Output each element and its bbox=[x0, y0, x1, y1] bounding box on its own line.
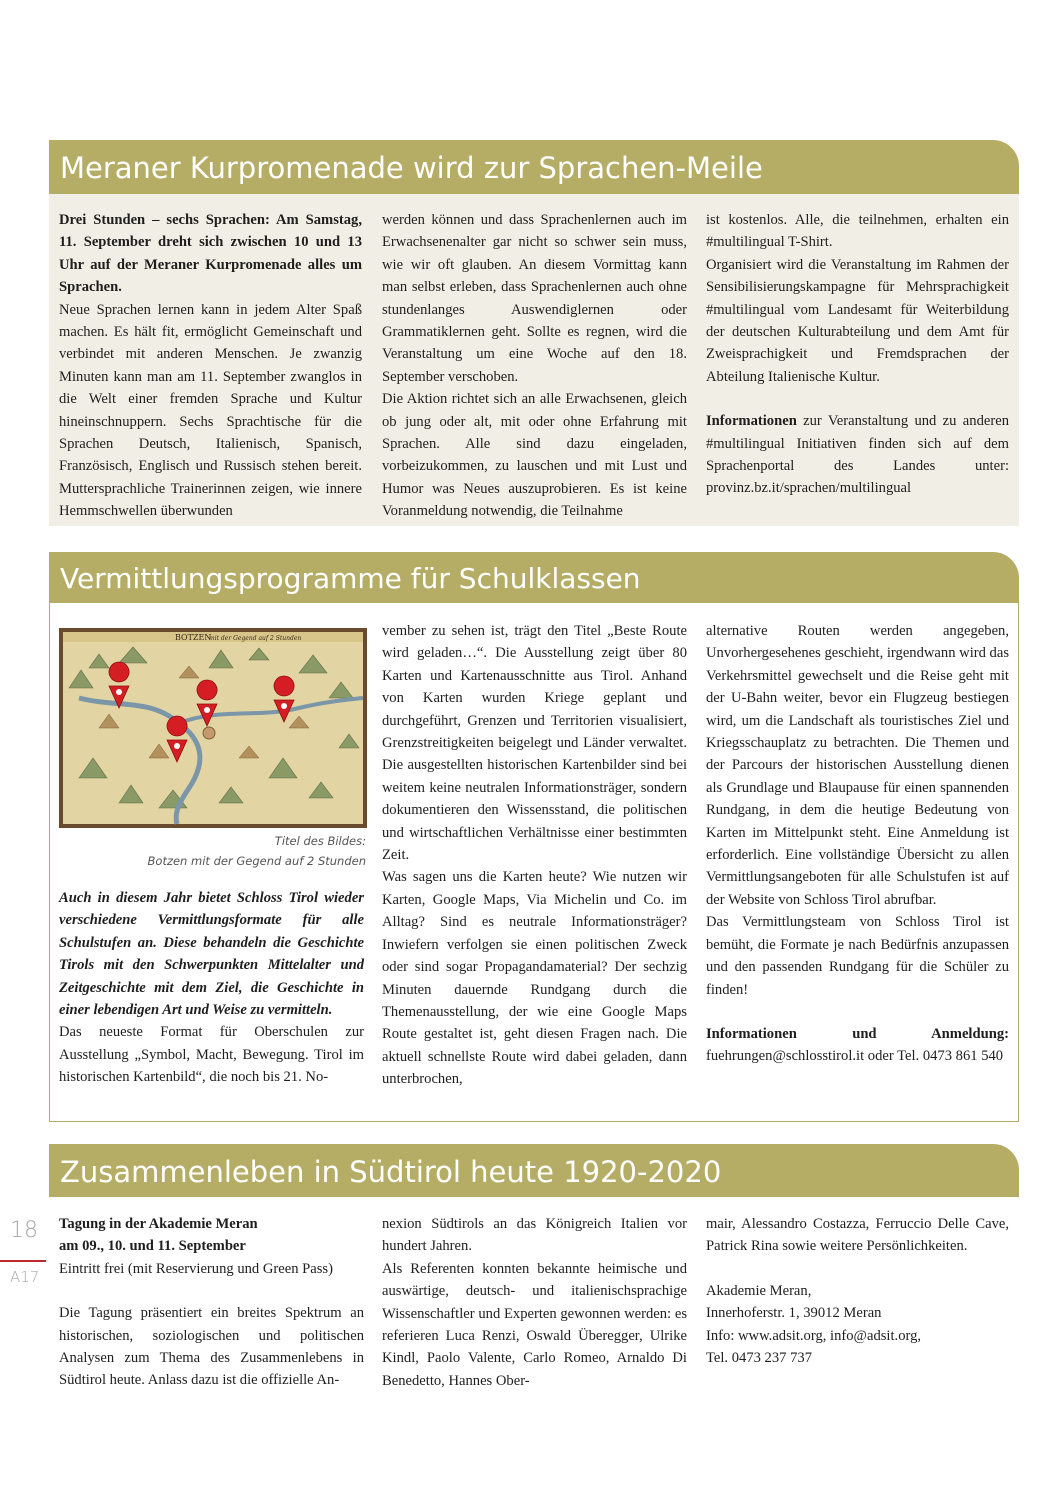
info-text: fuehrungen@schlosstirol.it oder Tel. 0473 861 540 bbox=[706, 1048, 1004, 1065]
article-paragraph: Was sagen uns die Karten heute? Wie nutzen wir Karten, Google Maps, Via Michelin und Co. im Alltag? Sind es neutrale Informationsträger? Inwiefern verfolgen sie einen politischen Zweck oder sind sogar Propagandamaterial? Der sechzig Minuten dauernde Rundgang durch die Themenausstellung, der wie eine Google Maps Route gestaltet ist, geht diesen Fragen nach. Die aktuell schnellste Route wird dabei geladen, dann unterbrochen, bbox=[382, 869, 687, 1088]
article-paragraph: Die Aktion richtet sich an alle Erwachsenen, gleich ob jung oder alt, mit oder ohne Erfahrung mit Sprachen. Alle sind dazu eingeladen, vorbeizukommen, zu lauschen und mit Lust und Humor was Neues auszuprobieren. Es ist keine Voranmeldung notwendig, die Teilnahme bbox=[382, 391, 687, 520]
map-title-text: BOTZEN bbox=[175, 633, 212, 642]
article-lead: Auch in diesem Jahr bietet Schloss Tirol wieder verschiedene Vermittlungsformate für alle Schulstufen an. Diese behandeln die Geschichte Tirols mit den Schwerpunkten Mittelalter und Zeitgeschichte mit dem Ziel, die Geschichte in einer lebendigen Art und Weise zu vermitteln. bbox=[59, 890, 364, 1019]
caption-line: Titel des Bildes: bbox=[274, 834, 366, 848]
article-paragraph: vember zu sehen ist, trägt den Titel „Beste Route wird geladen…“. Die Ausstellung zeigt über 80 Karten und Kartenausschnitte aus Tirol. Anhand von Karten wurden Kriege geplant und durchgeführt, Grenzen und Territorien visualisiert, Grenzstreitigkeiten beigelegt und Länder verwaltet. Die ausgestellten historischen Kartenbilder sind bei weitem keine neutralen Informationsträger, sondern dokumentieren den Wissensstand, die politischen und wirtschaftlichen Verhältnisse einer bestimmten Zeit. bbox=[382, 623, 687, 864]
section-title-vermittlung: Vermittlungsprogramme für Schulklassen bbox=[49, 552, 1019, 603]
article-lead: Tagung in der Akademie Meran bbox=[59, 1216, 258, 1232]
article-column-2 bbox=[382, 209, 687, 523]
image-caption bbox=[58, 831, 366, 871]
info-paragraph bbox=[706, 1023, 1009, 1068]
article-column-1 bbox=[59, 1213, 364, 1392]
caption-line: Botzen mit der Gegend auf 2 Stunden bbox=[147, 854, 366, 868]
page-number: 18 bbox=[10, 1218, 38, 1243]
section-title-zusammenleben: Zusammenleben in Südtirol heute 1920-2020 bbox=[49, 1144, 1019, 1197]
article-subline: Eintritt frei (mit Reservierung und Green Pass) bbox=[59, 1260, 333, 1277]
article-paragraph: nexion Südtirols an das Königreich Italien vor hundert Jahren. bbox=[382, 1216, 687, 1255]
page-rule bbox=[0, 1260, 46, 1262]
map-subtitle-text: mit der Gegend auf 2 Stunden bbox=[209, 635, 302, 642]
article-paragraph: Das neueste Format für Oberschulen zur Ausstellung „Symbol, Macht, Bewegung. Tirol im historischen Kartenbild“, die noch bis 21. No- bbox=[59, 1024, 364, 1086]
article-column-1 bbox=[59, 209, 362, 523]
article-column-2 bbox=[382, 620, 687, 1091]
section-title-kurpromenade: Meraner Kurpromenade wird zur Sprachen-Meile bbox=[49, 140, 1019, 194]
article-paragraph: Organisiert wird die Veranstaltung im Rahmen der Sensibilisierungskampagne für Mehrsprachigkeit #multilingual vom Landesamt für Weiterbildung der deutschen Kulturabteilung und dem Amt für Zweisprachigkeit und Fremdsprachen der Abteilung Italienische Kultur. bbox=[706, 256, 1009, 385]
article-paragraph: werden können und dass Sprachenlernen auch im Erwachsenenalter gar nicht so schwer sein muss, wie wir oft glauben. An diesem Vormittag kann man selbst erleben, dass Sprachenlernen auch ohne stundenlanges Auswendiglernen oder Grammatiklernen geht. Sollte es regnen, wird die Veranstaltung um eine Woche auf den 18. September verschoben. bbox=[382, 212, 687, 385]
article-lead: am 09., 10. und 11. September bbox=[59, 1238, 246, 1255]
info-text: zur Veranstaltung und zu anderen #multilingual Initiativen finden sich auf dem Sprachenportal des Landes unter: provinz.bz.it/sprachen/multilingual bbox=[706, 413, 1009, 497]
address-line: Info: www.adsit.org, info@adsit.org, bbox=[706, 1327, 922, 1344]
article-column-3 bbox=[706, 1213, 1009, 1369]
info-paragraph bbox=[706, 410, 1009, 500]
article-column-3 bbox=[706, 209, 1009, 500]
info-label: Informationen und Anmeldung: bbox=[706, 1025, 1009, 1042]
address-line: Tel. 0473 237 737 bbox=[706, 1350, 812, 1367]
article-paragraph: ist kostenlos. Alle, die teilnehmen, erhalten ein #multilingual T-Shirt. bbox=[706, 212, 1009, 251]
article-paragraph: alternative Routen werden angegeben, Unvorhergesehenes geschieht, irgendwann wird das Verkehrsmittel gewechselt und die Reise geht mit der U-Bahn weiter, bevor ein Flugzeug bestiegen wird, um die Landschaft als touristisches Ziel und Kriegsschauplatz zu betrachten. Die Themen und der Parcours der historischen Ausstellung dienen als Grundlage und Blaupause für einen spannenden Rundgang, in dem die heutige Bedeutung von Karten im Mittelpunkt steht. Eine Anmeldung ist erforderlich. Eine vollständige Übersicht zu allen Vermittlungsangeboten für alle Schulstufen ist auf der Website von Schloss Tirol abrufbar. bbox=[706, 623, 1010, 908]
article-paragraph: Als Referenten konnten bekannte heimische und auswärtige, deutsch- und italienischsprachige Wissenschaftler und Experten gewonnen werden: es referieren Luca Renzi, Oswald Überegger, Ulrike Kindl, Paolo Valente, Carlo Romeo, Arnaldo Di Benedetto, Hannes Ober- bbox=[382, 1260, 687, 1389]
address-line: Innerhoferstr. 1, 39012 Meran bbox=[706, 1305, 882, 1322]
article-column-3 bbox=[706, 620, 1009, 1068]
article-paragraph: mair, Alessandro Costazza, Ferruccio Delle Cave, Patrick Rina sowie weitere Persönlichkeiten. bbox=[706, 1216, 1009, 1255]
article-lead: Drei Stunden – sechs Sprachen: Am Samstag, 11. September dreht sich zwischen 10 und 13 Uhr auf der Meraner Kurpromenade alles um Sprachen. bbox=[59, 212, 362, 296]
page-label: A17 bbox=[10, 1268, 40, 1286]
address-line: Akademie Meran, bbox=[706, 1282, 812, 1299]
article-paragraph: Neue Sprachen lernen kann in jedem Alter Spaß machen. Es hält fit, ermöglicht Gemeinschaft und verbindet mit anderen Menschen. Je zwanzig Minuten kann man am 11. September zwanglos in die Welt einer fremden Sprache und Kultur hineinschnuppern. Sechs Sprachtische für die Sprachen Deutsch, Italienisch, Spanisch, Französisch, Englisch und Russisch stehen bereit. Muttersprachliche Trainerinnen zeigen, wie innere Hemmschwellen überwunden bbox=[59, 301, 362, 520]
article-paragraph: Das Vermittlungsteam von Schloss Tirol ist bemüht, die Formate je nach Bedürfnis anzupassen und den passenden Rundgang für die Schüler zu finden! bbox=[706, 914, 1009, 998]
historical-map-image bbox=[59, 628, 367, 828]
info-label: Informationen bbox=[706, 413, 797, 430]
article-paragraph: Die Tagung präsentiert ein breites Spektrum an historischen, soziologischen und politischen Analysen zum Thema des Zusammenlebens in Südtirol heute. Anlass dazu ist die offizielle An- bbox=[59, 1305, 364, 1389]
article-column-2 bbox=[382, 1213, 687, 1392]
article-column-1 bbox=[59, 887, 364, 1089]
